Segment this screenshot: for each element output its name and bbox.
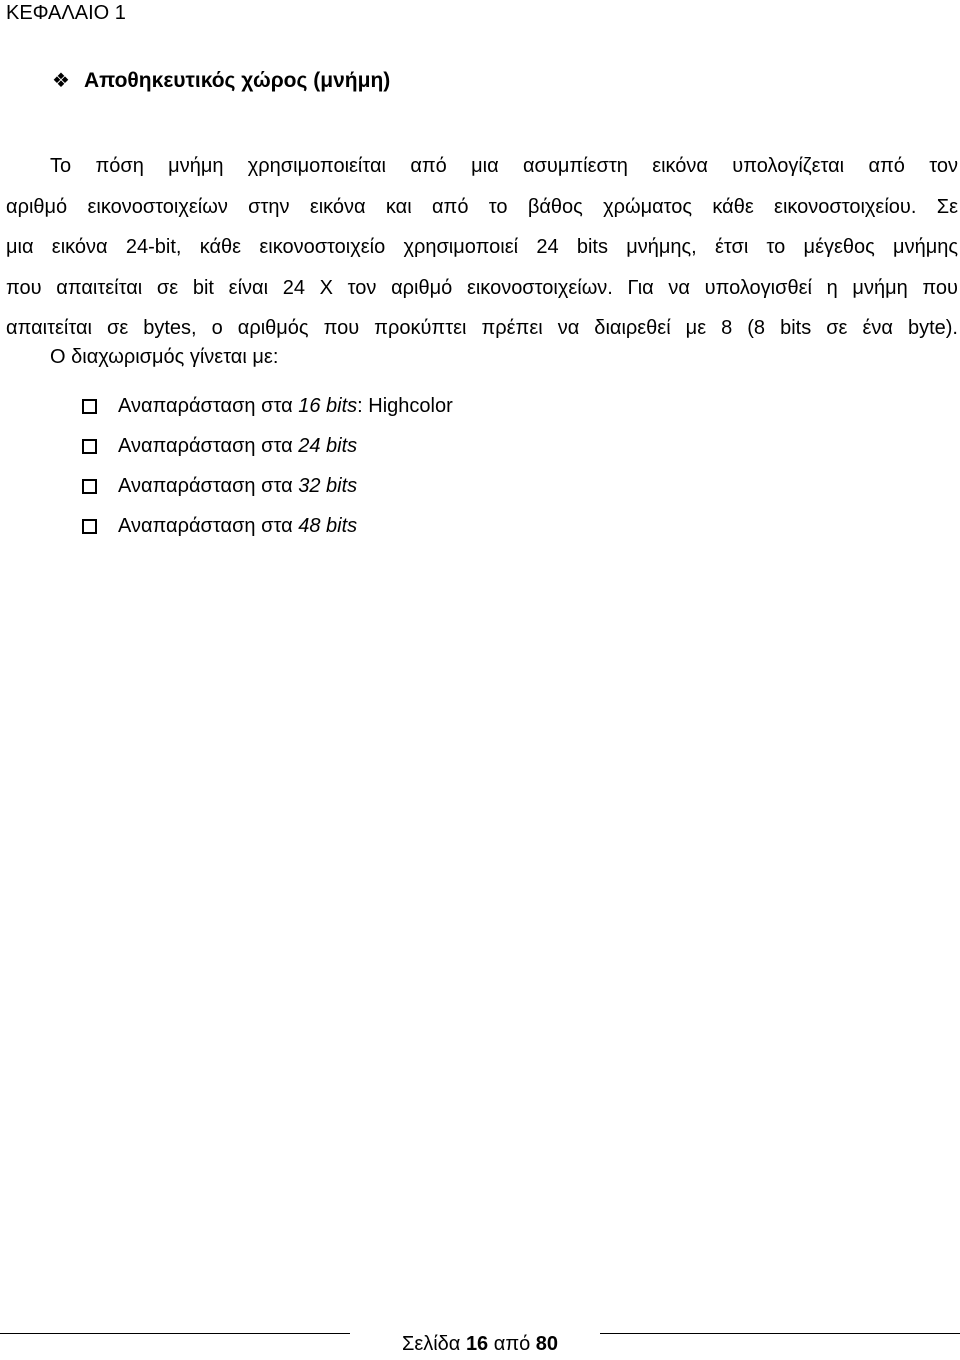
list-item-prefix: Αναπαράσταση στα	[118, 474, 293, 497]
checkbox-bullet-icon	[82, 399, 97, 414]
list-item	[82, 506, 453, 546]
paragraph-line: Το πόση μνήμη χρησιμοποιείται από μια ασυμπίεστη εικόνα υπολογίζεται από τον	[50, 155, 958, 177]
list-item-prefix: Αναπαράσταση στα	[118, 434, 293, 457]
representation-list	[82, 386, 453, 546]
list-item	[82, 386, 453, 426]
section-title: Αποθηκευτικός χώρος (μνήμη)	[83, 68, 391, 92]
total-pages: 80	[535, 1333, 559, 1355]
list-item-bits: 16 bits	[298, 394, 358, 417]
list-item	[82, 426, 453, 466]
list-item-bits: 32 bits	[298, 474, 358, 497]
page-footer	[0, 1333, 960, 1356]
paragraph-line: που απαιτείται σε bit είναι 24 Χ τον αριθμό εικονοστοιχείων. Για να υπολογισθεί η μνήμη που	[6, 276, 958, 299]
section-heading	[52, 68, 390, 93]
page-label: Σελίδα	[401, 1333, 461, 1355]
split-intro-text: Ο διαχωρισμός γίνεται με:	[50, 346, 279, 368]
paragraph-line: απαιτείται σε bytes, ο αριθμός που προκύπτει πρέπει να διαιρεθεί με 8 (8 bits σε ένα byte).	[6, 317, 958, 339]
list-item	[82, 466, 453, 506]
chapter-header: ΚΕΦΑΛΑΙΟ 1	[6, 2, 126, 24]
list-item-prefix: Αναπαράσταση στα	[118, 394, 293, 417]
paragraph-line: μια εικόνα 24-bit, κάθε εικονοστοιχείο χρησιμοποιεί 24 bits μνήμης, έτσι το μέγεθος μνήμης	[6, 236, 958, 258]
list-item-bits: 48 bits	[298, 514, 358, 537]
paragraph-line: αριθμό εικονοστοιχείων στην εικόνα και από το βάθος χρώματος κάθε εικονοστοιχείου. Σε	[6, 195, 958, 218]
diamond-bullet-icon: ❖	[52, 70, 70, 92]
checkbox-bullet-icon	[82, 439, 97, 454]
page-number: 16	[465, 1333, 489, 1355]
list-item-bits: 24 bits	[298, 434, 358, 457]
list-item-prefix: Αναπαράσταση στα	[118, 514, 293, 537]
body-paragraph	[6, 146, 958, 349]
checkbox-bullet-icon	[82, 519, 97, 534]
list-item-suffix: : Highcolor	[357, 394, 453, 417]
checkbox-bullet-icon	[82, 479, 97, 494]
of-label: από	[493, 1333, 531, 1355]
